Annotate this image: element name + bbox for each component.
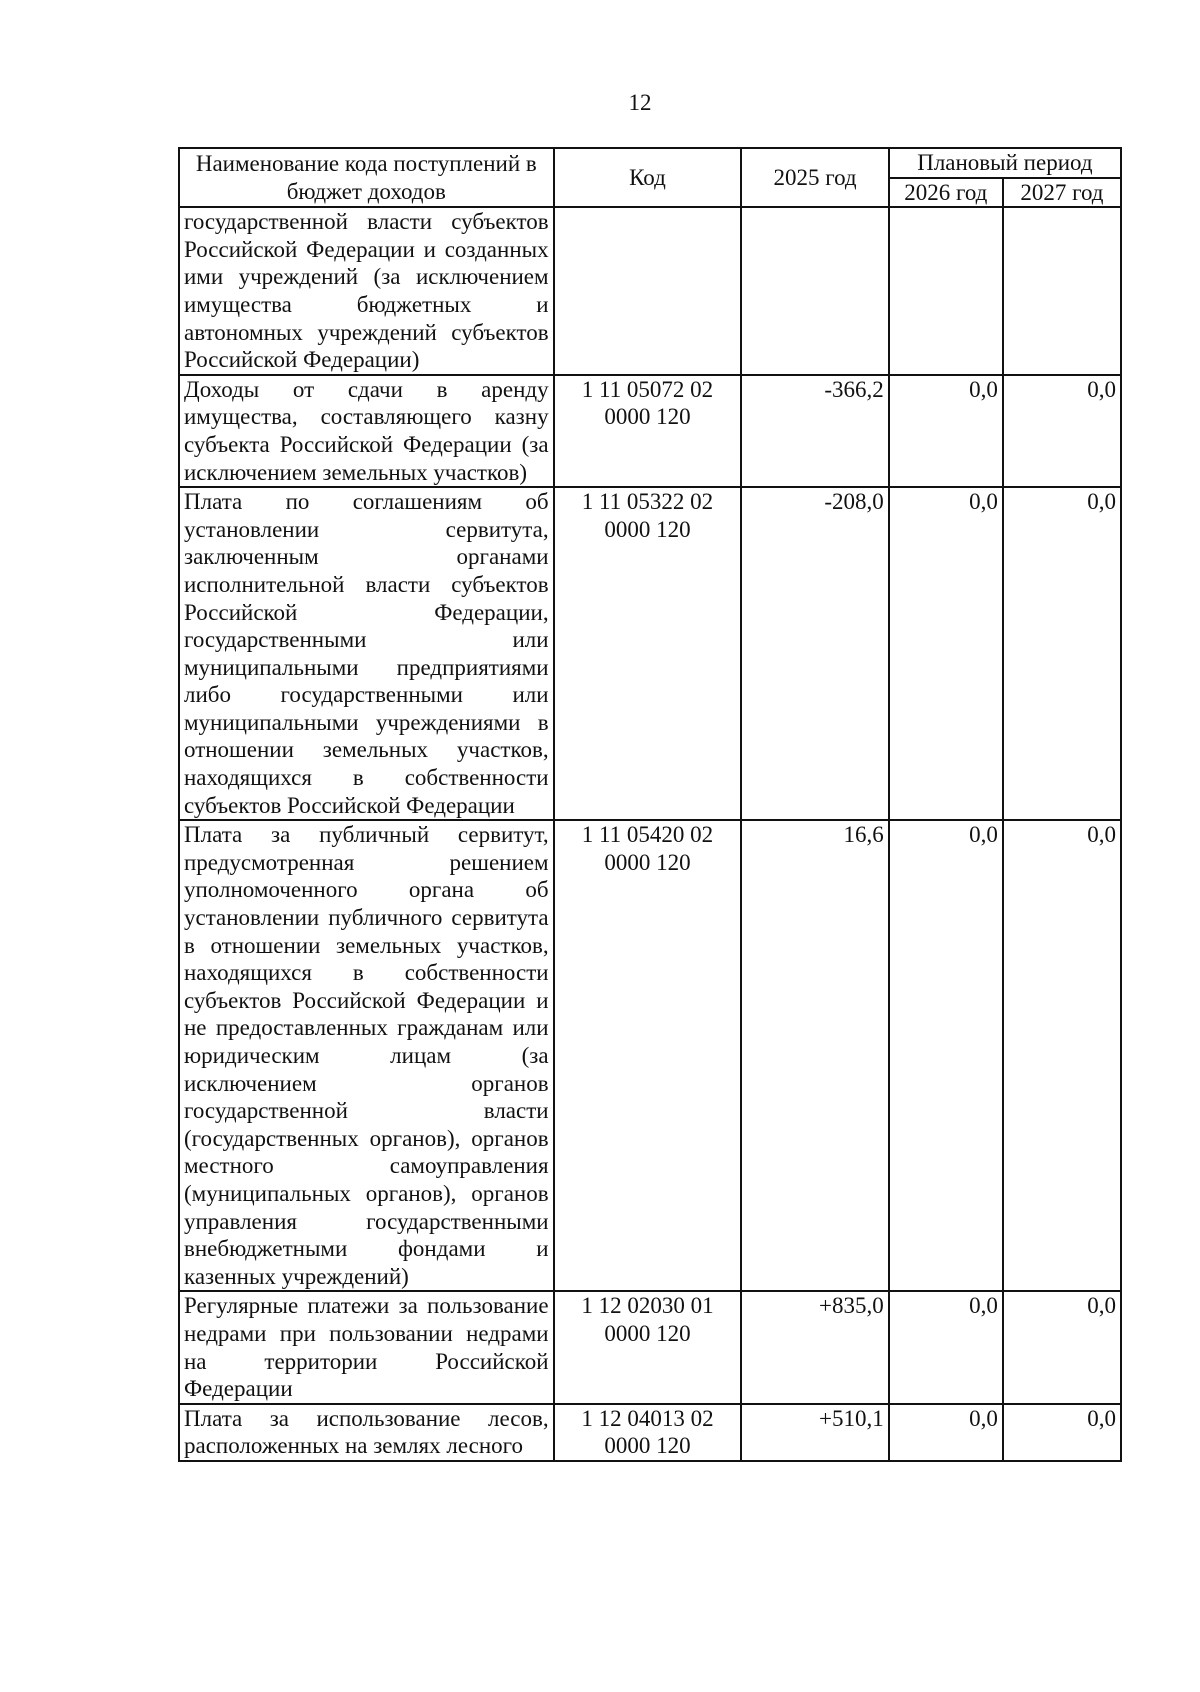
page-number: 12 <box>628 90 652 115</box>
budget-revenue-table <box>178 147 1122 1462</box>
row-2026: 0,0 <box>889 820 1003 1291</box>
header-2026: 2026 год <box>889 178 1003 208</box>
row-name: Плата за публичный сервитут, предусмотренная решением уполномоченного органа об установлении публичного сервитута в отношении земельных участков, находящихся в собственности субъектов Российской Федерации и не предоставленных гражданам или юридическим лицам (за исключением органов государственной власти (государственных органов), органов местного самоуправления (муниципальных органов), органов управления государственными внебюджетными фондами и казенных учреждений) <box>179 820 554 1291</box>
row-code: 1 12 04013 02 0000 120 <box>554 1404 742 1461</box>
row-2025: 16,6 <box>741 820 888 1291</box>
row-name: Регулярные платежи за пользование недрами при пользовании недрами на территории Российской Федерации <box>179 1291 554 1403</box>
row-2026: 0,0 <box>889 487 1003 820</box>
row-code: 1 11 05072 02 0000 120 <box>554 375 742 487</box>
table-row <box>179 207 1121 375</box>
header-planned-period: Плановый период <box>889 148 1121 178</box>
row-name: Плата за использование лесов, расположенных на землях лесного <box>179 1404 554 1461</box>
row-2027 <box>1003 207 1121 375</box>
row-2025: +510,1 <box>741 1404 888 1461</box>
row-2026 <box>889 207 1003 375</box>
table-row <box>179 820 1121 1291</box>
header-name: Наименование кода поступлений в бюджет доходов <box>179 148 554 207</box>
row-name: государственной власти субъектов Российской Федерации и созданных ими учреждений (за исключением имущества бюджетных и автономных учреждений субъектов Российской Федерации) <box>179 207 554 375</box>
row-2026: 0,0 <box>889 1404 1003 1461</box>
header-code: Код <box>554 148 742 207</box>
table-row <box>179 375 1121 487</box>
row-2025: -208,0 <box>741 487 888 820</box>
table-row <box>179 487 1121 820</box>
row-code: 1 11 05420 02 0000 120 <box>554 820 742 1291</box>
table-row <box>179 1404 1121 1461</box>
row-name: Доходы от сдачи в аренду имущества, составляющего казну субъекта Российской Федерации (за исключением земельных участков) <box>179 375 554 487</box>
row-code <box>554 207 742 375</box>
row-2027: 0,0 <box>1003 1404 1121 1461</box>
row-2025 <box>741 207 888 375</box>
header-2025: 2025 год <box>741 148 888 207</box>
row-2027: 0,0 <box>1003 487 1121 820</box>
row-2027: 0,0 <box>1003 820 1121 1291</box>
row-2026: 0,0 <box>889 1291 1003 1403</box>
row-2026: 0,0 <box>889 375 1003 487</box>
row-2025: -366,2 <box>741 375 888 487</box>
row-2027: 0,0 <box>1003 375 1121 487</box>
row-name: Плата по соглашениям об установлении сервитута, заключенным органами исполнительной власти субъектов Российской Федерации, государственными или муниципальными предприятиями либо государственными или муниципальными учреждениями в отношении земельных участков, находящихся в собственности субъектов Российской Федерации <box>179 487 554 820</box>
header-2027: 2027 год <box>1003 178 1121 208</box>
row-2027: 0,0 <box>1003 1291 1121 1403</box>
row-code: 1 11 05322 02 0000 120 <box>554 487 742 820</box>
table-row <box>179 1291 1121 1403</box>
row-code: 1 12 02030 01 0000 120 <box>554 1291 742 1403</box>
row-2025: +835,0 <box>741 1291 888 1403</box>
